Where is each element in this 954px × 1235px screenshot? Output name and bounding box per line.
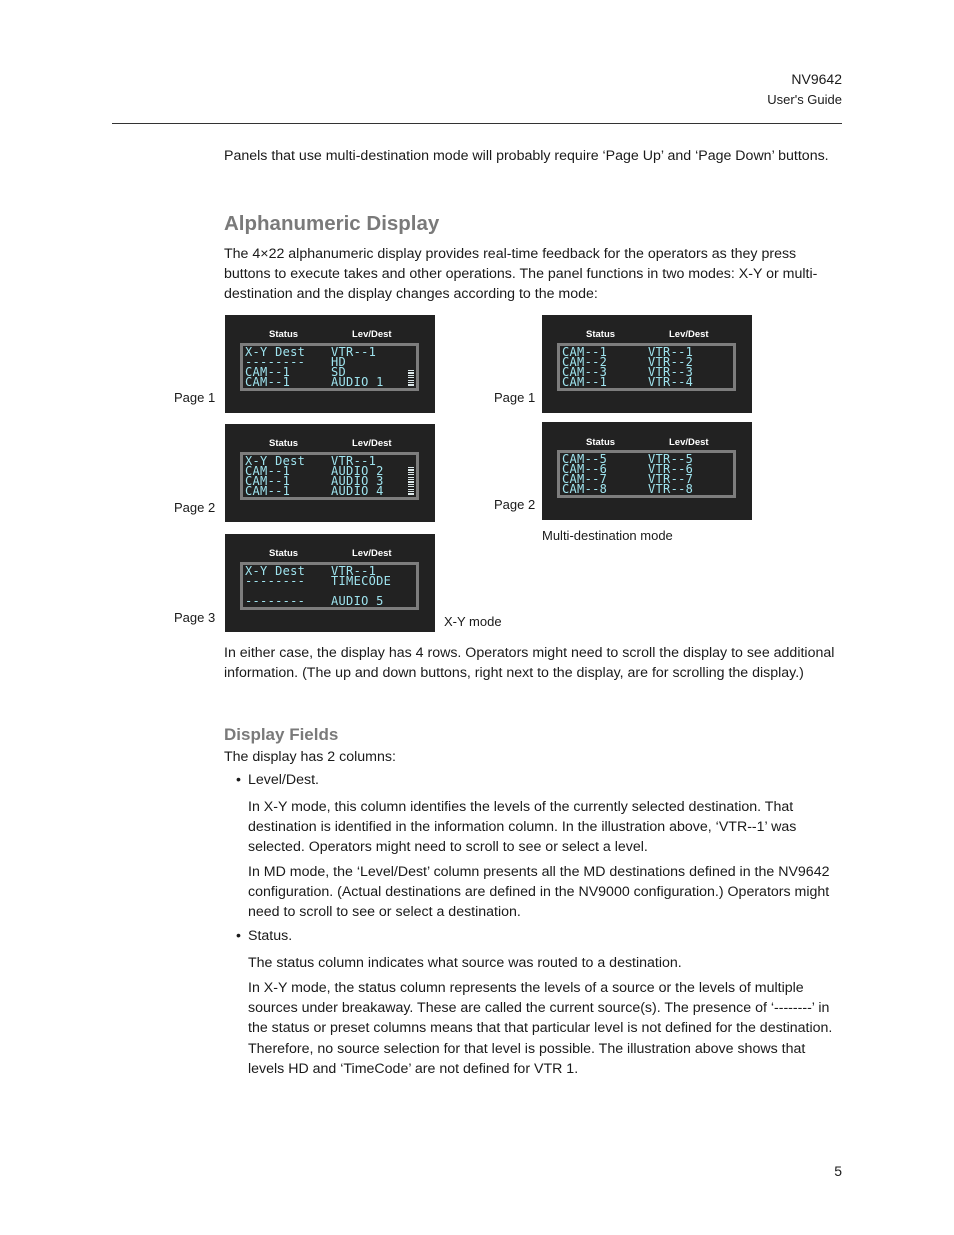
header-rule xyxy=(112,123,842,124)
lcd-screen xyxy=(240,343,419,391)
lcd-screen xyxy=(240,562,419,610)
lcd-row: CAM--1 SD xyxy=(245,365,347,379)
lev-dest-column-header: Lev/Dest xyxy=(352,548,392,559)
lcd-xy-page-3 xyxy=(225,534,435,632)
subsection-intro: The display has 2 columns: xyxy=(224,749,396,765)
lcd-row: -------- TIMECODE xyxy=(245,574,392,588)
scroll-indicator-icon xyxy=(408,370,414,387)
section-paragraph: The 4×22 alphanumeric display provides real-time feedback for the operators as they press buttons to execute takes and other operations. The panel functions in two modes: X-Y or multi-destination and the display changes according to the mode: xyxy=(224,246,818,303)
lcd-row: CAM--7 VTR--7 xyxy=(562,472,694,486)
bullet-paragraph: In X-Y mode, the status column represents the levels of a source or the levels of multiple sources under breakaway. These are called the current source(s). The presence of ‘--------’ in the status or preset columns means that that particular level is not defined for the destination. Therefore, no source selection for that level is possible. The illustration above shows that levels HD and ‘TimeCode’ are not defined for VTR 1. xyxy=(248,980,833,1077)
lcd-row: CAM--5 VTR--5 xyxy=(562,452,694,466)
bullet-icon: • xyxy=(236,772,241,788)
status-column-header: Status xyxy=(269,438,299,449)
lcd-row: CAM--1 AUDIO 1 xyxy=(245,375,384,389)
xy-page-label: Page 1 xyxy=(174,390,216,405)
bullet-icon: • xyxy=(236,928,241,944)
lcd-row: CAM--1 AUDIO 4 xyxy=(245,484,384,498)
xy-mode-caption: X-Y mode xyxy=(444,614,502,629)
md-page-label: Page 2 xyxy=(494,497,536,512)
xy-page-label: Page 2 xyxy=(174,500,216,515)
section-title: Alphanumeric Display xyxy=(224,212,440,235)
lcd-row: X-Y Dest VTR--1 xyxy=(245,454,377,468)
bullet-paragraph: In X-Y mode, this column identifies the levels of the currently selected destination. That destination is identified in the information column. In the illustration above, ‘VTR--1’ was selected. Operators might need to scroll to see or select a level. xyxy=(248,799,797,856)
lcd-row: CAM--1 AUDIO 2 xyxy=(245,464,384,478)
intro-paragraph: Panels that use multi-destination mode will probably require ‘Page Up’ and ‘Page Down’ buttons. xyxy=(224,148,829,164)
lcd-xy-page-2 xyxy=(225,424,435,522)
lcd-row: X-Y Dest VTR--1 xyxy=(245,345,377,359)
lcd-row: CAM--2 VTR--2 xyxy=(562,355,694,369)
lcd-md-page-2 xyxy=(542,422,752,520)
lcd-row: CAM--3 VTR--3 xyxy=(562,365,694,379)
bullet-paragraph: The status column indicates what source was routed to a destination. xyxy=(248,955,682,971)
lev-dest-column-header: Lev/Dest xyxy=(352,438,392,449)
lev-dest-column-header: Lev/Dest xyxy=(669,437,709,448)
scroll-indicator-icon xyxy=(408,467,414,496)
lcd-screen xyxy=(240,452,419,500)
bullet-label: Status. xyxy=(248,928,293,944)
after-figure-paragraph: In either case, the display has 4 rows. Operators might need to scroll the display to see additional information. (The up and down buttons, right next to the display, are for scrolling the display.) xyxy=(224,645,835,682)
status-column-header: Status xyxy=(586,329,616,340)
header-product: NV9642 xyxy=(791,71,842,87)
lcd-row: -------- HD xyxy=(245,355,347,369)
bullet-paragraph: In MD mode, the ‘Level/Dest’ column presents all the MD destinations defined in the NV9642 configuration. (Actual destinations are defined in the NV9000 configuration.) Operators might need to scroll to see or select a destination. xyxy=(248,864,830,921)
status-column-header: Status xyxy=(269,548,299,559)
header-subtitle: User's Guide xyxy=(767,92,842,107)
md-mode-caption: Multi-destination mode xyxy=(542,528,673,543)
status-column-header: Status xyxy=(269,329,299,340)
status-column-header: Status xyxy=(586,437,616,448)
lcd-md-page-1 xyxy=(542,315,752,413)
lev-dest-column-header: Lev/Dest xyxy=(669,329,709,340)
lev-dest-column-header: Lev/Dest xyxy=(352,329,392,340)
lcd-row: CAM--1 AUDIO 3 xyxy=(245,474,384,488)
lcd-row: X-Y Dest VTR--1 xyxy=(245,564,377,578)
md-page-label: Page 1 xyxy=(494,390,536,405)
lcd-row: CAM--8 VTR--8 xyxy=(562,482,694,496)
lcd-row: CAM--1 VTR--4 xyxy=(562,375,694,389)
lcd-xy-page-1 xyxy=(225,315,435,413)
xy-page-label: Page 3 xyxy=(174,610,216,625)
lcd-row: -------- AUDIO 5 xyxy=(245,594,384,608)
bullet-label: Level/Dest. xyxy=(248,772,319,788)
lcd-row: CAM--6 VTR--6 xyxy=(562,462,694,476)
lcd-row: CAM--1 VTR--1 xyxy=(562,345,694,359)
lcd-screen xyxy=(557,450,736,498)
page-number: 5 xyxy=(834,1163,842,1179)
lcd-screen xyxy=(557,343,736,391)
subsection-title: Display Fields xyxy=(224,725,339,744)
